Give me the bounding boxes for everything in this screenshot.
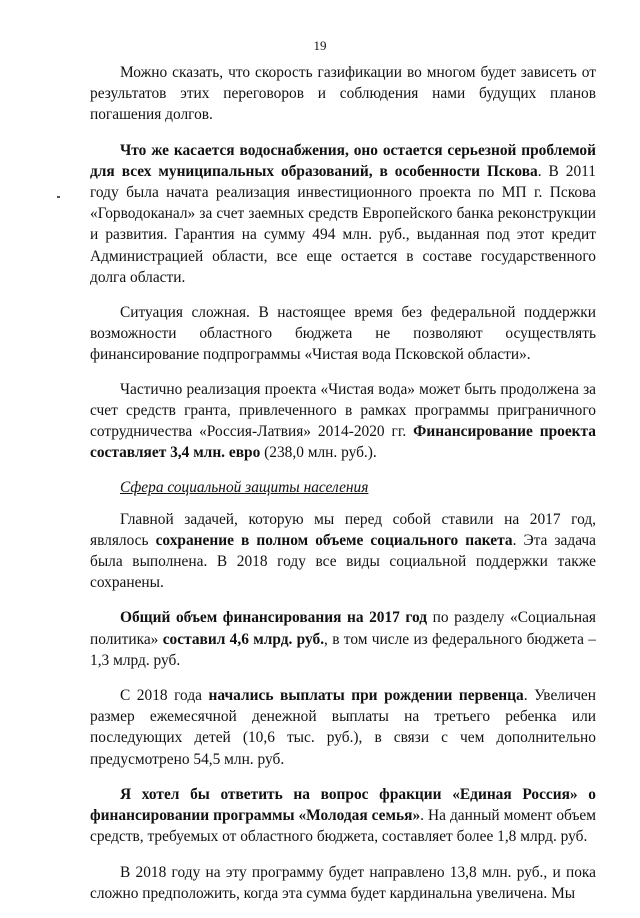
bold-text: Общий объем финансирования на 2017 год: [120, 609, 428, 627]
paragraph-clean-water: [90, 379, 596, 464]
paragraph-text: Главной задачей, которую мы перед собой ставили на 2017 год, являлось: [90, 510, 596, 549]
paragraph-financing: [90, 607, 596, 671]
bold-text: начались выплаты при рождении первенца: [208, 687, 524, 705]
bold-text: Я хотел бы ответить на вопрос фракции «Единая Россия» о финансировании программы «Молодая семья»: [90, 785, 596, 825]
paragraph-text: . Эта задача была выполнена. В 2018 году все виды социальной поддержки также сохранены.: [90, 531, 596, 592]
bold-text: сохранение в полном объеме социального пакета: [155, 531, 513, 549]
paragraph-text: . В 2011 году была начата реализация инвестиционного проекта по МП г. Пскова «Горводоканал» за счет заемных средств Европейского банка реконструкции и развития. Гарантия на сумму 494 млн. руб., выданная под этот кредит Администрацией области, все еще остается в составе государственного долга области.: [90, 162, 596, 286]
paragraph-program-2018: [90, 862, 596, 904]
paragraph-text: В 2018 году на эту программу будет направлено 13,8 млн. руб., и пока сложно предположить, когда эта сумма будет кардинальна увеличена. Мы: [90, 863, 596, 902]
document-body: [90, 62, 596, 918]
section-heading: [90, 477, 596, 498]
paragraph-text: (238,0 млн. руб.).: [260, 444, 377, 462]
paragraph-text: Ситуация сложная. В настоящее время без федеральной поддержки возможности областного бюджета не позволяют осуществлять финансирование подпрограммы «Чистая вода Псковской области».: [90, 304, 596, 364]
heading-text: Сфера социальной защиты населения: [120, 479, 369, 497]
paragraph-water-supply: [90, 140, 596, 288]
paragraph-text: С 2018 года: [120, 687, 209, 705]
paragraph-text: по разделу «Социальная политика»: [90, 609, 596, 648]
paragraph-text: Можно сказать, что скорость газификации во многом будет зависеть от результатов этих переговоров и соблюдения нами будущих планов погашения долгов.: [90, 64, 596, 124]
paragraph-young-family: [90, 784, 596, 848]
bold-text: Что же касается водоснабжения, оно остается серьезной проблемой для всех муниципальных образований, в особенности Пскова: [90, 141, 596, 180]
page-number: 19: [313, 38, 327, 53]
paragraph-situation: [90, 302, 596, 366]
paragraph-text: , в том числе из федерального бюджета – 1,3 млрд. руб.: [90, 630, 596, 669]
paragraph-first-child: [90, 685, 596, 770]
bold-text: составил 4,6 млрд. руб.: [162, 630, 325, 648]
paragraph-social-package: [90, 509, 596, 594]
paragraph-gasification: [90, 62, 596, 126]
margin-mark: [57, 196, 60, 198]
paragraph-text: . Увеличен размер ежемесячной денежной выплаты на третьего ребенка или последующих детей (10,6 тыс. руб.), в связи с чем дополнительно предусмотрено 54,5 млн. руб.: [90, 687, 597, 768]
bold-text: Финансирование проекта составляет 3,4 млн. евро: [90, 423, 596, 462]
paragraph-text: . На данный момент объем средств, требуемых от областного бюджета, составляет более 1,8 млрд. руб.: [90, 807, 597, 846]
paragraph-text: Частично реализация проекта «Чистая вода» может быть продолжена за счет средств гранта, привлеченного в рамках программы приграничного сотрудничества «Россия-Латвия» 2014-2020 гг.: [90, 380, 596, 441]
